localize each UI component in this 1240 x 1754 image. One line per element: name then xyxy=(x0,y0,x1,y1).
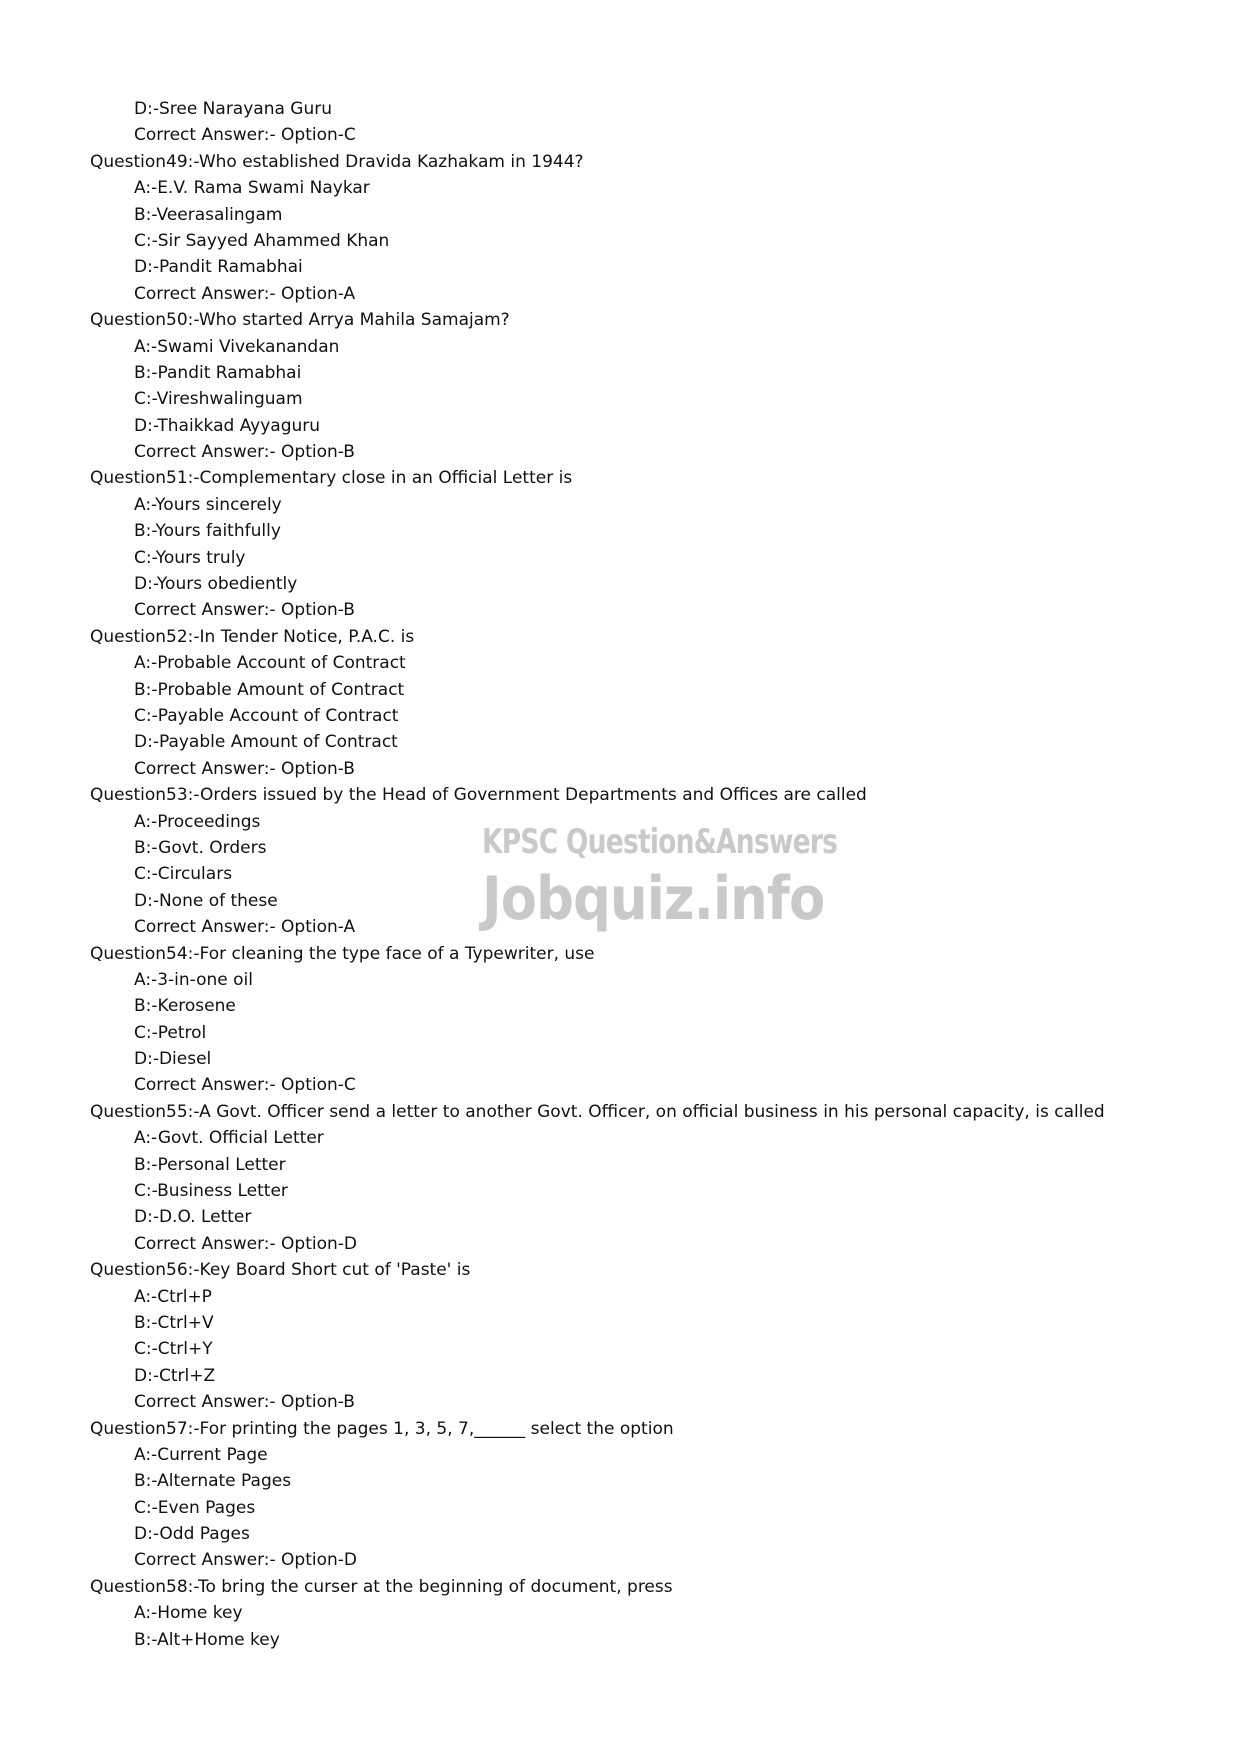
option-line: B:-Personal Letter xyxy=(134,1154,286,1175)
option-line: A:-Proceedings xyxy=(134,811,261,832)
correct-answer-line: Correct Answer:- Option-C xyxy=(134,125,356,146)
correct-answer-line: Correct Answer:- Option-A xyxy=(134,283,356,304)
question-line: Question56:-Key Board Short cut of 'Paste' is xyxy=(90,1260,471,1281)
option-line: D:-Thaikkad Ayyaguru xyxy=(134,415,321,436)
question-line: Question57:-For printing the pages 1, 3, 5, 7,______ select the option xyxy=(90,1418,674,1439)
option-line: A:-Probable Account of Contract xyxy=(134,653,406,674)
option-line: C:-Vireshwalinguam xyxy=(134,389,303,410)
option-line: B:-Yours faithfully xyxy=(134,521,281,542)
watermark-line-1: KPSC Question&Answers xyxy=(482,822,838,862)
correct-answer-line: Correct Answer:- Option-D xyxy=(134,1550,357,1571)
option-line: B:-Ctrl+V xyxy=(134,1312,214,1333)
correct-answer-line: Correct Answer:- Option-B xyxy=(134,1392,355,1413)
question-line: Question54:-For cleaning the type face of a Typewriter, use xyxy=(90,943,595,964)
option-line: A:-Swami Vivekanandan xyxy=(134,336,340,357)
option-line: A:-E.V. Rama Swami Naykar xyxy=(134,178,370,199)
question-line: Question50:-Who started Arrya Mahila Samajam? xyxy=(90,310,510,331)
question-line: Question58:-To bring the curser at the beginning of document, press xyxy=(90,1576,673,1597)
option-line: C:-Circulars xyxy=(134,864,233,885)
option-line: A:-Yours sincerely xyxy=(134,494,282,515)
correct-answer-line: Correct Answer:- Option-B xyxy=(134,442,355,463)
option-line: B:-Alt+Home key xyxy=(134,1629,280,1650)
option-line: D:-Pandit Ramabhai xyxy=(134,257,303,278)
option-line: A:-Govt. Official Letter xyxy=(134,1128,324,1149)
option-line: B:-Alternate Pages xyxy=(134,1471,292,1492)
correct-answer-line: Correct Answer:- Option-B xyxy=(134,758,355,779)
option-line: D:-None of these xyxy=(134,890,278,911)
question-line: Question51:-Complementary close in an Official Letter is xyxy=(90,468,573,489)
correct-answer-line: Correct Answer:- Option-D xyxy=(134,1233,357,1254)
question-line: Question53:-Orders issued by the Head of Government Departments and Offices are called xyxy=(90,785,867,806)
correct-answer-line: Correct Answer:- Option-B xyxy=(134,600,355,621)
option-line: D:-Ctrl+Z xyxy=(134,1365,216,1386)
option-line: B:-Pandit Ramabhai xyxy=(134,362,302,383)
option-line: D:-Yours obediently xyxy=(134,574,298,595)
option-line: B:-Probable Amount of Contract xyxy=(134,679,405,700)
option-line: D:-Odd Pages xyxy=(134,1524,250,1545)
correct-answer-line: Correct Answer:- Option-C xyxy=(134,1075,356,1096)
option-line: D:-Sree Narayana Guru xyxy=(134,99,333,119)
option-line: A:-3-in-one oil xyxy=(134,969,253,990)
question-line: Question49:-Who established Dravida Kazhakam in 1944? xyxy=(90,151,584,172)
option-line: A:-Ctrl+P xyxy=(134,1286,212,1307)
question-line: Question55:-A Govt. Officer send a letter to another Govt. Officer, on official business in his personal capacity, is called xyxy=(90,1101,1105,1122)
option-line: D:-D.O. Letter xyxy=(134,1207,252,1228)
option-line: C:-Sir Sayyed Ahammed Khan xyxy=(134,230,390,251)
option-line: C:-Ctrl+Y xyxy=(134,1339,213,1360)
question-line: Question52:-In Tender Notice, P.A.C. is xyxy=(90,626,415,647)
correct-answer-line: Correct Answer:- Option-A xyxy=(134,917,356,938)
option-line: C:-Petrol xyxy=(134,1022,207,1043)
option-line: B:-Veerasalingam xyxy=(134,204,283,225)
document-body xyxy=(90,96,1210,1653)
option-line: A:-Current Page xyxy=(134,1444,268,1465)
option-line: C:-Payable Account of Contract xyxy=(134,705,399,726)
option-line: A:-Home key xyxy=(134,1603,243,1624)
option-line: D:-Diesel xyxy=(134,1049,212,1070)
option-line: C:-Business Letter xyxy=(134,1181,288,1202)
watermark-line-2: Jobquiz.info xyxy=(482,864,825,934)
option-line: B:-Govt. Orders xyxy=(134,837,267,858)
option-line: D:-Payable Amount of Contract xyxy=(134,732,398,753)
option-line: B:-Kerosene xyxy=(134,996,236,1017)
option-line: C:-Even Pages xyxy=(134,1497,256,1518)
option-line: C:-Yours truly xyxy=(134,547,246,568)
